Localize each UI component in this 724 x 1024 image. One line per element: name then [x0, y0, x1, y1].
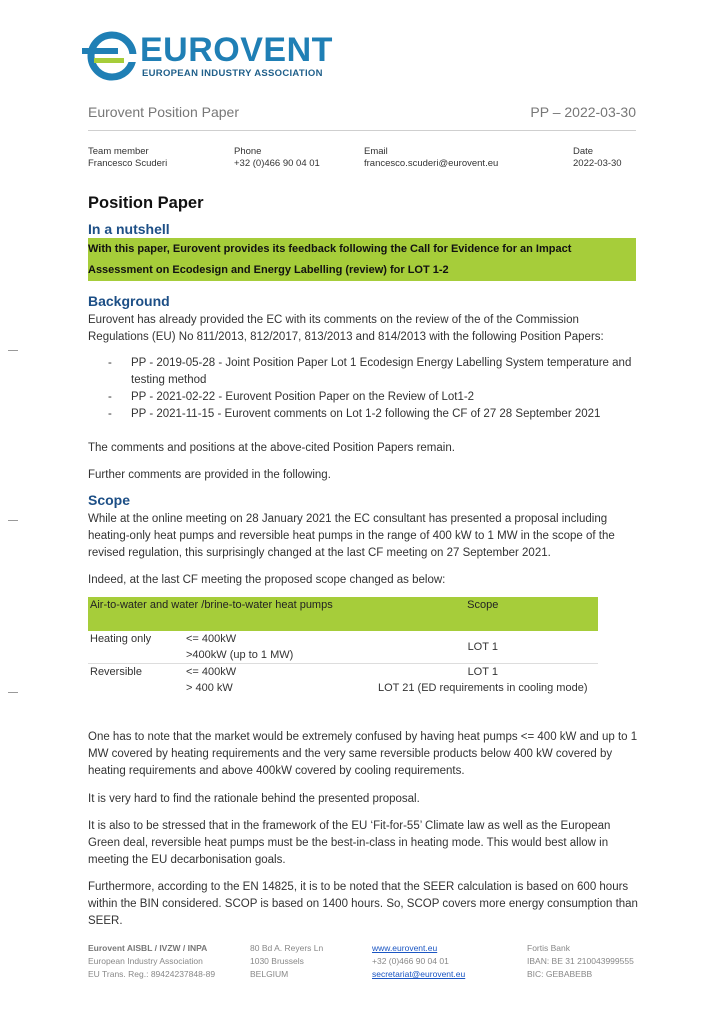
- eurovent-logo: [80, 30, 333, 82]
- position-papers-list: [108, 355, 638, 423]
- footer-org-desc: European Industry Association: [88, 956, 203, 966]
- paragraph-text: Indeed, at the last CF meeting the proposed scope changed as below:: [88, 574, 446, 586]
- background-paragraph-2: [88, 440, 638, 457]
- paragraph-text: Further comments are provided in the following.: [88, 469, 331, 481]
- table-header-heat-pumps: Air-to-water and water /brine-to-water heat pumps: [88, 597, 368, 631]
- heading-nutshell: In a nutshell: [88, 221, 170, 237]
- footer-address: [250, 942, 323, 981]
- paragraph-text: It is very hard to find the rationale behind the presented proposal.: [88, 793, 420, 805]
- footer-contact: [372, 942, 465, 981]
- footer-city: 1030 Brussels: [250, 956, 304, 966]
- footer-email-link[interactable]: secretariat@eurovent.eu: [372, 969, 466, 979]
- footer-street: 80 Bd A. Reyers Ln: [250, 943, 324, 953]
- paragraph-text: One has to note that the market would be extremely confused by having heat pumps <= 400 kW and up to 1 MW covered by heating requirements and the very same reversible products below 400 kW covered by heating requirements and above 400kW covered by cooling requirements.: [88, 731, 638, 777]
- background-intro-text: Eurovent has already provided the EC with its comments on the review of the of the Commission Regulations (EU) No 811/2013, 812/2017, 813/2013 and 814/2013 with the following Position Papers:: [88, 314, 604, 343]
- footer-organisation: [88, 942, 215, 981]
- meta-value: 2022-03-30: [573, 158, 622, 169]
- footer-bank: [527, 942, 634, 981]
- meta-team-member: [88, 146, 167, 170]
- list-item-text: PP - 2021-02-22 - Eurovent Position Paper on the Review of Lot1-2: [131, 391, 475, 403]
- meta-email: [364, 146, 498, 170]
- table-row: [88, 631, 598, 647]
- scope-cell: LOT 21 (ED requirements in cooling mode): [377, 682, 588, 694]
- range-cell: <= 400kW: [186, 633, 237, 645]
- footer-bic: BIC: GEBABEBB: [527, 969, 593, 979]
- meta-value: +32 (0)466 90 04 01: [234, 158, 320, 169]
- row-label-reversible: Reversible: [88, 664, 184, 697]
- background-paragraph-3: [88, 467, 638, 484]
- eurovent-e-icon: [80, 30, 138, 82]
- scope-table: [88, 597, 598, 696]
- bullet-marker: -: [108, 357, 112, 369]
- header-divider: [88, 130, 636, 131]
- nutshell-line-1: With this paper, Eurovent provides its feedback following the Call for Evidence for an Impact: [88, 243, 572, 255]
- background-intro: [88, 312, 638, 346]
- footer-bank-name: Fortis Bank: [527, 943, 570, 953]
- footer-country: BELGIUM: [250, 969, 289, 979]
- scope-paragraph-3: [88, 729, 638, 780]
- bullet-marker: -: [108, 408, 112, 420]
- logo-subtitle: EUROPEAN INDUSTRY ASSOCIATION: [142, 68, 323, 79]
- meta-value: Francesco Scuderi: [88, 158, 168, 169]
- row-label-heating-only: Heating only: [90, 633, 152, 645]
- range-cell: >400kW (up to 1 MW): [186, 649, 294, 661]
- meta-phone: [234, 146, 320, 170]
- meta-value: francesco.scuderi@eurovent.eu: [364, 158, 499, 169]
- scope-paragraph-4: [88, 791, 638, 808]
- margin-mark: [8, 692, 18, 693]
- table-header-scope: Scope: [368, 597, 599, 631]
- logo-wordmark: EUROVENT: [140, 31, 333, 69]
- paragraph-text: Furthermore, according to the EN 14825, it is to be noted that the SEER calculation is based on 600 hours within the BIN considered. SCOP is based on 1400 hours. So, SCOP covers more energy consumption than SEER.: [88, 881, 638, 927]
- scope-paragraph-2: [88, 572, 638, 589]
- list-item: [108, 355, 638, 389]
- footer-trans-reg: EU Trans. Reg.: 89424237848-89: [88, 969, 216, 979]
- meta-label: Phone: [234, 146, 262, 157]
- list-item: [108, 406, 638, 423]
- scope-paragraph-1: [88, 511, 638, 562]
- document-type: Eurovent Position Paper: [88, 104, 239, 120]
- scope-cell: LOT 1: [467, 641, 498, 653]
- document-reference: PP – 2022-03-30: [530, 104, 636, 120]
- range-cell: <= 400kW: [184, 664, 368, 681]
- nutshell-line-2: Assessment on Ecodesign and Energy Labelling (review) for LOT 1-2: [88, 264, 449, 276]
- meta-label: Email: [364, 146, 388, 157]
- list-item-text: PP - 2021-11-15 - Eurovent comments on Lot 1-2 following the CF of 27 28 September 2021: [131, 408, 601, 420]
- meta-label: Team member: [88, 146, 149, 157]
- nutshell-highlight: [88, 238, 636, 281]
- page-title: Position Paper: [88, 194, 204, 212]
- list-item: [108, 389, 638, 406]
- scope-paragraph-6: [88, 879, 638, 930]
- margin-mark: [8, 350, 18, 351]
- footer-iban: IBAN: BE 31 210043999555: [527, 956, 634, 966]
- table-header-row: [88, 597, 598, 631]
- range-cell: > 400 kW: [186, 682, 233, 694]
- margin-mark: [8, 520, 18, 521]
- list-item-text: PP - 2019-05-28 - Joint Position Paper Lot 1 Ecodesign Energy Labelling System temperature and testing method: [131, 357, 632, 386]
- footer-phone: +32 (0)466 90 04 01: [372, 956, 449, 966]
- footer-website-link[interactable]: www.eurovent.eu: [372, 943, 438, 953]
- table-row: [88, 664, 598, 681]
- scope-cell: LOT 1: [368, 664, 599, 681]
- scope-paragraph-5: [88, 818, 638, 869]
- meta-date: [573, 146, 622, 170]
- meta-label: Date: [573, 146, 594, 157]
- heading-scope: Scope: [88, 492, 131, 508]
- paragraph-text: It is also to be stressed that in the framework of the EU ‘Fit-for-55’ Climate law as well as the European Green deal, reversible heat pumps must be the best-in-class in heating mode. This would best allow in meeting the EU decarbonisation goals.: [88, 820, 611, 866]
- paragraph-text: While at the online meeting on 28 January 2021 the EC consultant has presented a proposal including heating-only heat pumps and reversible heat pumps in the range of 400 kW to 1 MW in the scope of the revised regulation, this surprisingly changed at the last CF meeting on 27 September 2021.: [88, 513, 615, 559]
- bullet-marker: -: [108, 391, 112, 403]
- footer-org-name: Eurovent AISBL / IVZW / INPA: [88, 943, 208, 953]
- heading-background: Background: [88, 293, 170, 309]
- paragraph-text: The comments and positions at the above-cited Position Papers remain.: [88, 442, 455, 454]
